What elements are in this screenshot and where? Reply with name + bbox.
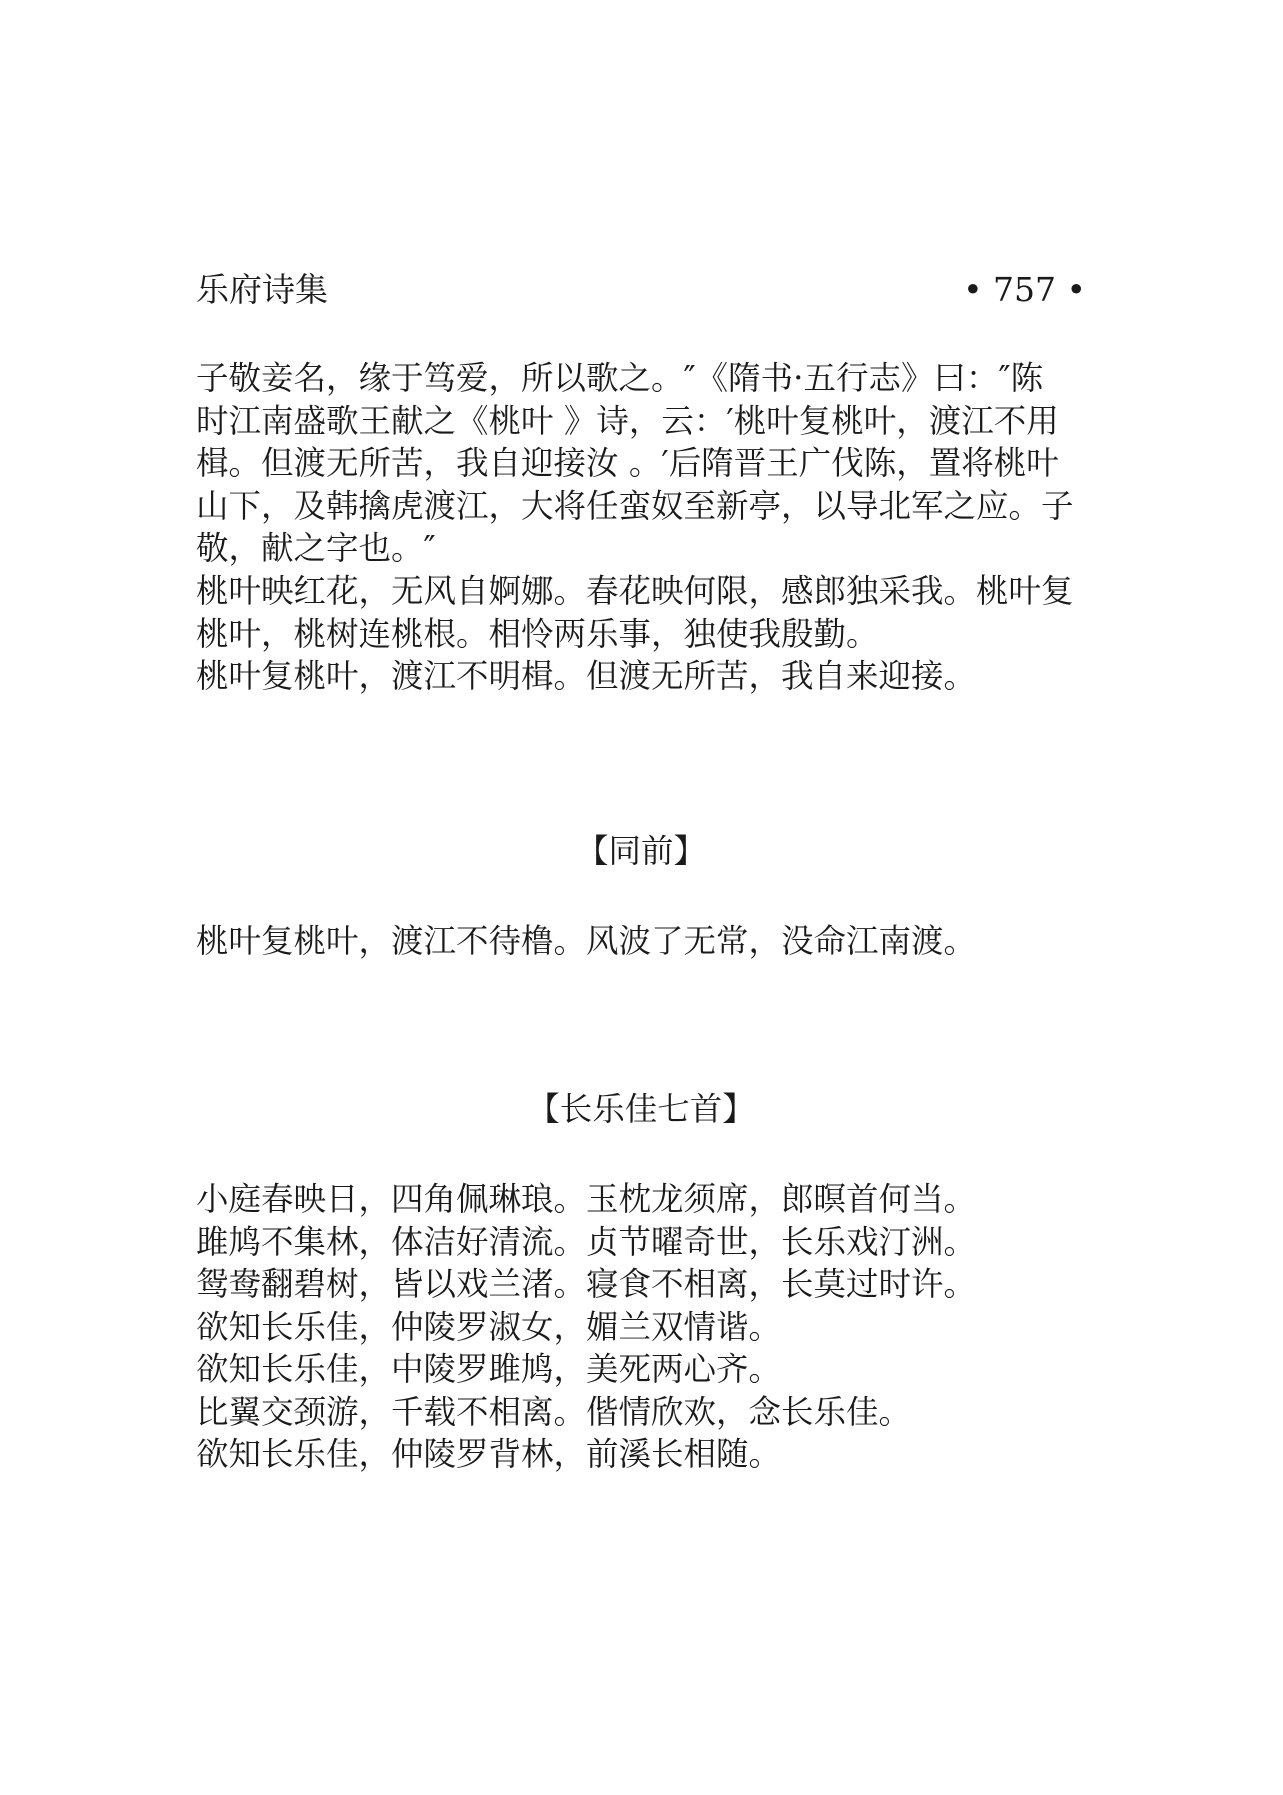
section-heading-changlejia: 【长乐佳七首】 <box>527 1090 755 1128</box>
verse-line: 桃叶映红花，无风自婀娜。春花映何限，感郎独采我。桃叶复 <box>196 572 1074 610</box>
verse-line: 欲知长乐佳，中陵罗雎鸠，美死两心齐。 <box>196 1350 782 1388</box>
verse-line: 桃叶复桃叶，渡江不待橹。风波了无常，没命江南渡。 <box>196 922 977 960</box>
poem-verses-changlejia <box>196 1178 1096 1476</box>
poem-verses-tongqian <box>196 920 1096 963</box>
text-line: 时江南盛歌王献之《桃叶 》诗，云：′桃叶复桃叶，渡江不用 <box>196 401 1059 440</box>
page-number: • 757 • <box>963 270 1086 309</box>
text-line: 楫。但渡无所苦，我自迎接汝 。′后隋晋王广伐陈，置将桃叶 <box>196 444 1059 482</box>
section-heading-tongqian: 【同前】 <box>575 832 706 870</box>
intro-paragraph <box>196 357 1096 570</box>
verse-line: 桃叶，桃树连桃根。相怜两乐事，独使我殷勤。 <box>196 614 879 653</box>
page-header <box>196 268 1086 312</box>
verse-line: 小庭春映日，四角佩琳琅。玉枕龙须席，郎暝首何当。 <box>196 1180 977 1218</box>
verse-line: 桃叶复桃叶，渡江不明楫。但渡无所苦，我自来迎接。 <box>196 657 977 695</box>
verse-line: 雎鸠不集林，体洁好清流。贞节曜奇世，长乐戏汀洲。 <box>196 1222 977 1261</box>
verse-line: 欲知长乐佳，仲陵罗背林，前溪长相随。 <box>196 1435 782 1473</box>
poem-verses-taoye <box>196 570 1096 698</box>
verse-line: 鸳鸯翻碧树，皆以戏兰渚。寝食不相离，长莫过时许。 <box>196 1265 977 1303</box>
text-line: 敬，献之字也。″ <box>196 529 436 567</box>
verse-line: 欲知长乐佳，仲陵罗淑女，媚兰双情谐。 <box>196 1307 782 1346</box>
book-title: 乐府诗集 <box>196 270 328 309</box>
verse-line: 比翼交颈游，千载不相离。偕情欣欢，念长乐佳。 <box>196 1392 912 1431</box>
text-line: 子敬妾名，缘于笃爱，所以歌之。″《隋书·五行志》曰：″陈 <box>196 359 1044 397</box>
text-line: 山下，及韩擒虎渡江，大将任蛮奴至新亭，以导北军之应。子 <box>196 486 1074 525</box>
